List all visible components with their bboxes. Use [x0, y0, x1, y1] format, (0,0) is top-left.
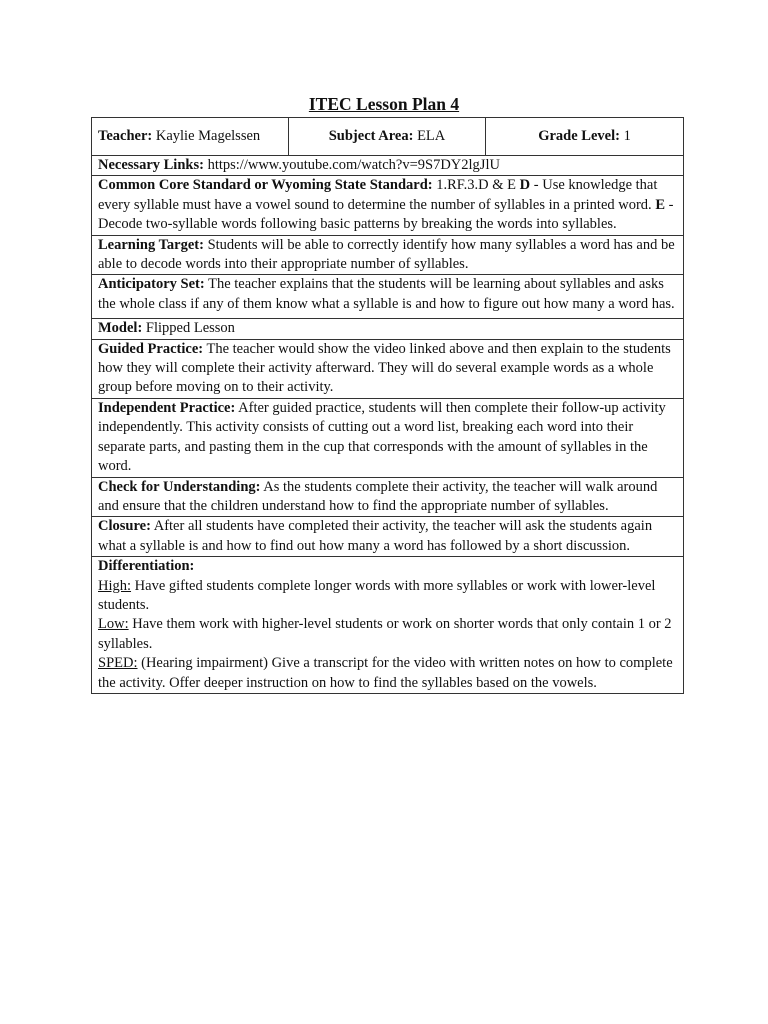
guided-practice-text: The teacher would show the video linked above and then explain to the students how they will complete their activity afterward. They will do several example words as a whole group before moving on to their activity. — [98, 340, 671, 396]
closure-cell — [92, 517, 684, 557]
guided-practice-cell — [92, 339, 684, 398]
teacher-cell — [92, 118, 289, 156]
anticipatory-set-label: Anticipatory Set: — [98, 276, 205, 293]
links-row — [92, 156, 684, 176]
subject-label: Subject Area: — [328, 127, 414, 144]
learning-target-label: Learning Target: — [98, 236, 204, 253]
high-label: High: — [98, 577, 132, 594]
standard-cell — [92, 176, 684, 235]
standard-text-2: - Use knowledge that every syllable must have a vowel sound to determine the number of syllables in a printed word. — [98, 177, 658, 213]
grade-label: Grade Level: — [538, 127, 620, 144]
differentiation-label: Differentiation: — [98, 558, 195, 575]
links-value: https://www.youtube.com/watch?v=9S7DY2lgJlU — [203, 157, 500, 173]
teacher-label: Teacher: — [98, 127, 153, 144]
page-title: ITEC Lesson Plan 4 — [308, 94, 460, 114]
model-label: Model: — [98, 320, 143, 337]
differentiation-high — [98, 577, 677, 616]
check-understanding-cell — [92, 477, 684, 517]
high-text: Have gifted students complete longer words with more syllables or work with lower-level students. — [98, 577, 656, 613]
grade-value: 1 — [619, 127, 631, 144]
independent-practice-text: After guided practice, students will then complete their follow-up activity independently. This activity consists of cutting out a word list, breaking each word into their separate parts, and pasting them in the cup that corresponds with the amount of syllables in the word. — [98, 399, 666, 475]
links-label: Necessary Links: — [98, 157, 204, 173]
grade-cell — [486, 118, 684, 156]
differentiation-heading — [98, 557, 677, 576]
differentiation-row — [92, 557, 684, 694]
header-row — [92, 118, 684, 156]
standard-row — [92, 176, 684, 235]
closure-row — [92, 517, 684, 557]
model-text: Flipped Lesson — [142, 320, 235, 337]
differentiation-cell — [92, 557, 684, 694]
sped-text: (Hearing impairment) Give a transcript for the video with written notes on how to complete the activity. Offer deeper instruction on how to find the syllables based on the vowels. — [98, 655, 673, 691]
closure-text: After all students have completed their activity, the teacher will ask the students again what a syllable is and how to find out how many a word has followed by a short discussion. — [98, 518, 653, 554]
learning-target-cell — [92, 235, 684, 275]
check-understanding-text: As the students complete their activity, the teacher will walk around and ensure that the children understand how to find the appropriate number of syllables. — [98, 478, 658, 514]
low-text: Have them work with higher-level students or work on shorter words that only contain 1 or 2 syllables. — [98, 616, 672, 652]
model-row — [92, 319, 684, 339]
low-label: Low: — [98, 616, 129, 633]
subject-value: ELA — [413, 127, 446, 144]
standard-label: Common Core Standard or Wyoming State Standard: — [98, 177, 433, 194]
independent-practice-cell — [92, 398, 684, 477]
differentiation-sped — [98, 654, 677, 693]
standard-text-1: 1.RF.3.D & E — [432, 177, 520, 194]
lesson-plan-table — [91, 117, 684, 694]
learning-target-text: Students will be able to correctly identify how many syllables a word has and be able to decode words into their appropriate number of syllables. — [98, 236, 675, 273]
guided-practice-row — [92, 339, 684, 398]
anticipatory-set-row — [92, 275, 684, 319]
links-cell — [92, 156, 684, 176]
differentiation-low — [98, 615, 677, 654]
teacher-value: Kaylie Magelssen — [152, 127, 261, 144]
check-understanding-row — [92, 477, 684, 517]
subject-cell — [289, 118, 486, 156]
sped-label: SPED: — [98, 655, 138, 672]
check-understanding-label: Check for Understanding: — [98, 478, 261, 495]
standard-text-3: - Decode two-syllable words following basic patterns by breaking the words into syllables. — [98, 196, 674, 233]
closure-label: Closure: — [98, 518, 151, 535]
guided-practice-label: Guided Practice: — [98, 340, 204, 357]
independent-practice-row — [92, 398, 684, 477]
learning-target-row — [92, 235, 684, 275]
anticipatory-set-cell — [92, 275, 684, 319]
standard-e-label: E — [655, 196, 665, 213]
anticipatory-set-text: The teacher explains that the students will be learning about syllables and asks the whole class if any of them know what a syllable is and how to figure out how many a word has. — [98, 276, 675, 312]
standard-d-label: D — [519, 177, 531, 194]
model-cell — [92, 319, 684, 339]
independent-practice-label: Independent Practice: — [98, 399, 236, 416]
